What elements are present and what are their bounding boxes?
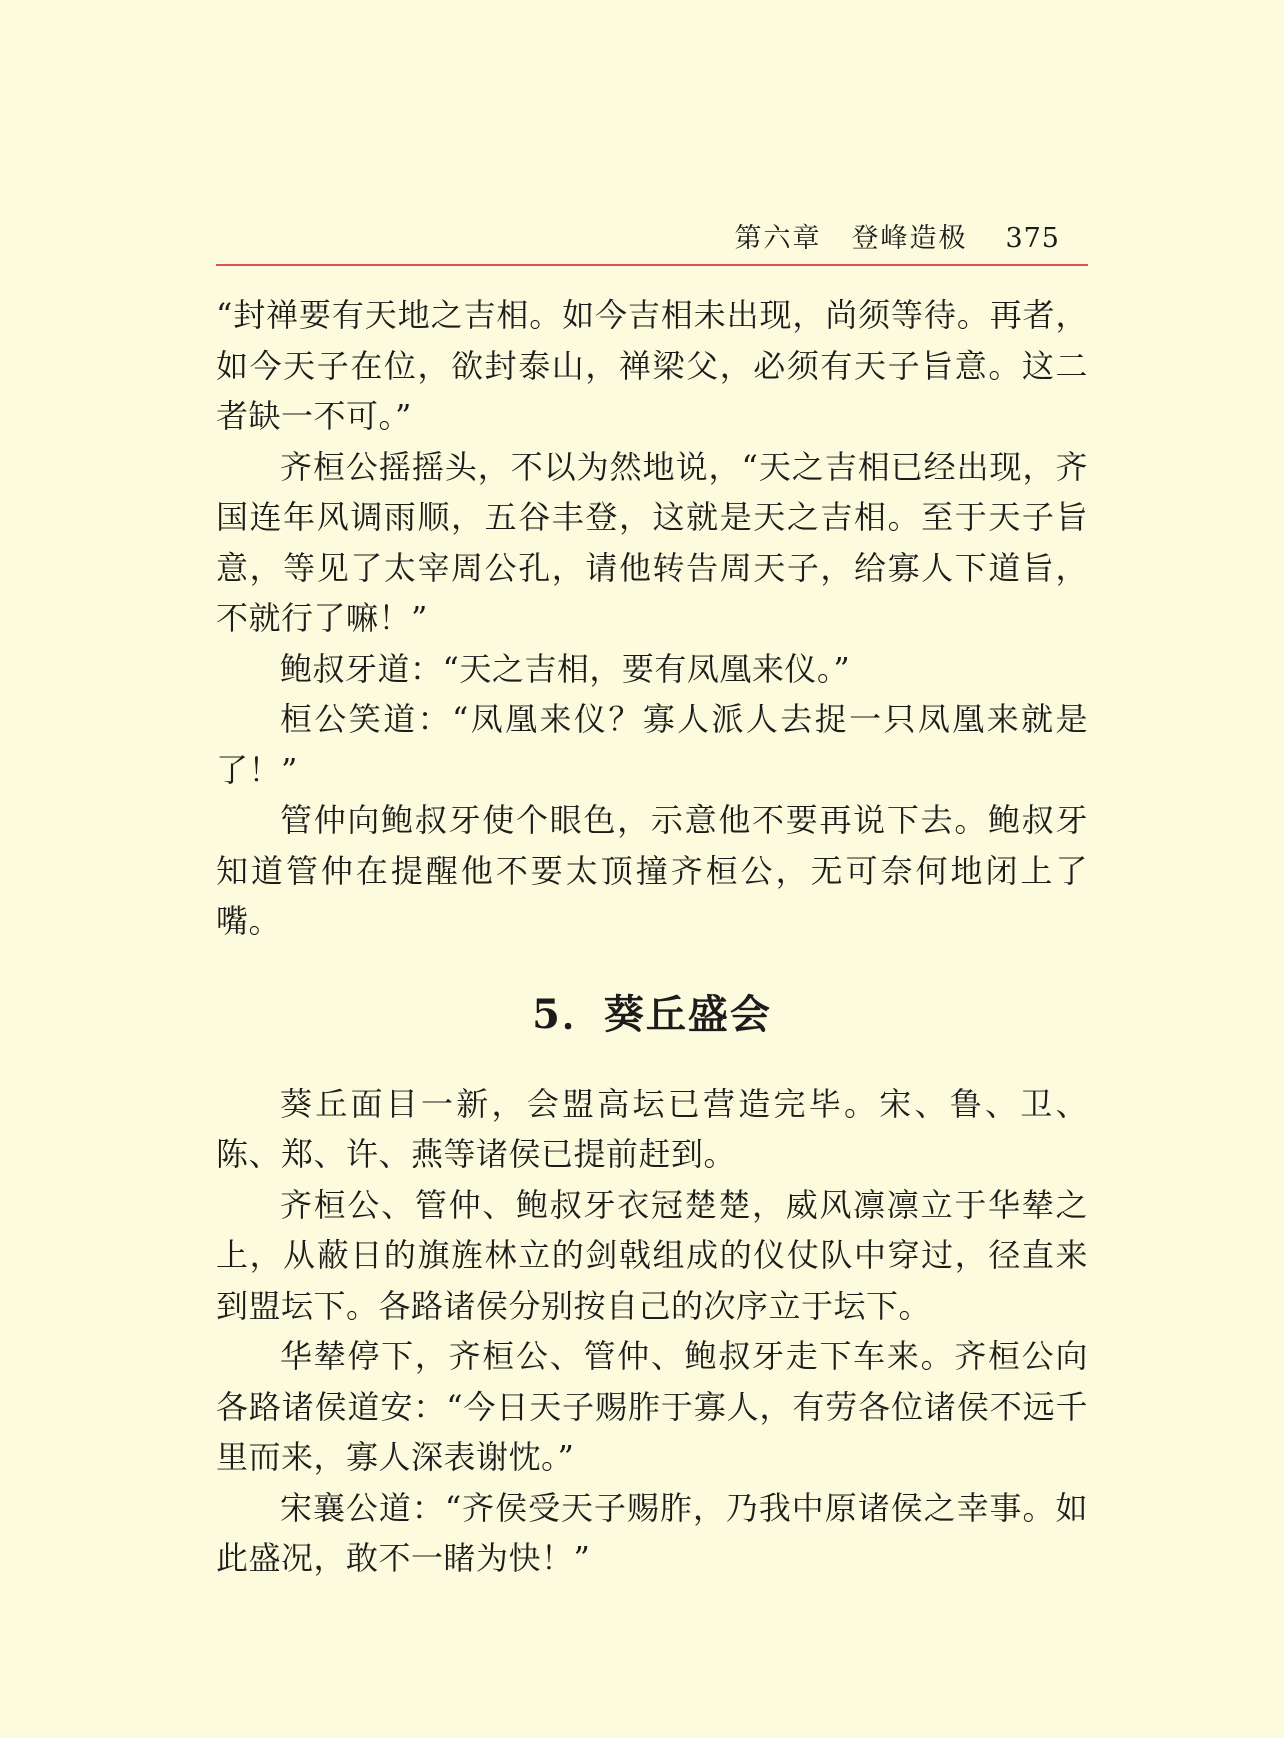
paragraph: 管仲向鲍叔牙使个眼色，示意他不要再说下去。鲍叔牙知道管仲在提醒他不要太顶撞齐桓公，无可奈何地闭上了嘴。 [216, 801, 1088, 940]
section-label: 登峰造极 [851, 223, 968, 254]
chapter-label: 第六章 [734, 223, 822, 254]
paragraph: 葵丘面目一新，会盟高坛已营造完毕。宋、鲁、卫、陈、郑、许、燕等诸侯已提前赶到。 [216, 1084, 1088, 1173]
section-title: 5．葵丘盛会 [532, 990, 772, 1038]
paragraph: 齐桓公、管仲、鲍叔牙衣冠楚楚，威风凛凛立于华辇之上，从蔽日的旗旌林立的剑戟组成的仪仗队中穿过，径直来到盟坛下。各路诸侯分别按自己的次序立于坛下。 [216, 1185, 1088, 1325]
page-number: 375 [1005, 223, 1060, 254]
running-header [216, 216, 1088, 260]
header-rule [216, 264, 1088, 266]
body-text [216, 290, 1088, 1584]
paragraph: 齐桓公摇摇头，不以为然地说，“天之吉相已经出现，齐国连年风调雨顺，五谷丰登，这就是天之吉相。至于天子旨意，等见了太宰周公孔，请他转告周天子，给寡人下道旨，不就行了嘛！” [216, 447, 1088, 637]
paragraph: 华辇停下，齐桓公、管仲、鲍叔牙走下车来。齐桓公向各路诸侯道安：“今日天子赐胙于寡人，有劳各位诸侯不远千里而来，寡人深表谢忱。” [216, 1337, 1088, 1476]
paragraph: 鲍叔牙道：“天之吉相，要有凤凰来仪。” [280, 649, 851, 688]
paragraph: 桓公笑道：“凤凰来仪？寡人派人去捉一只凤凰来就是了！” [216, 700, 1088, 789]
paragraph: “封禅要有天地之吉相。如今吉相未出现，尚须等待。再者，如今天子在位，欲封泰山，禅梁父，必须有天子旨意。这二者缺一不可。” [216, 296, 1088, 435]
paragraph: 宋襄公道：“齐侯受天子赐胙，乃我中原诸侯之幸事。如此盛况，敢不一睹为快！” [216, 1488, 1088, 1577]
